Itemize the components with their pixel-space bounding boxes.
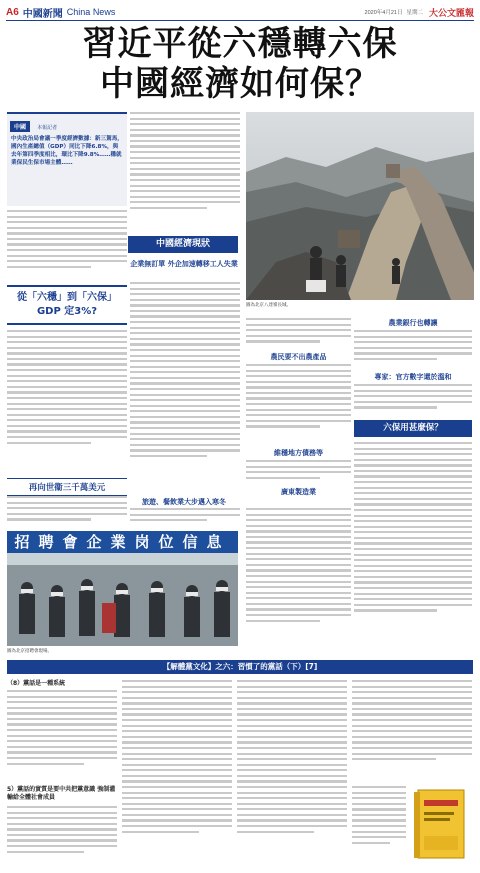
paper-logo: 大公文匯報 — [428, 7, 474, 18]
body-text-far-right-c — [354, 442, 472, 648]
body-text-mid-top — [130, 112, 240, 232]
bottom-text-col-4b — [352, 786, 406, 866]
body-text-left-mid — [7, 330, 127, 470]
section-english-name: China News — [66, 7, 116, 17]
bottom-text-col-1b — [7, 806, 117, 866]
header-meta — [361, 6, 474, 19]
page-header — [6, 4, 474, 21]
summary-label: 中國 — [10, 121, 30, 132]
section-banner-economy-status: 中國經濟現狀 — [128, 236, 238, 253]
bottom-text-col-4 — [352, 680, 472, 784]
body-text-right-d — [246, 508, 351, 648]
section-name: 中國新聞 — [22, 8, 63, 20]
section-banner-six-guarantees: 六保用甚麼保？ — [354, 420, 472, 437]
body-text-left-bottom — [7, 496, 127, 526]
subhead-farm-products: 農民要不出農產品 — [270, 353, 327, 361]
pull-quote: 從「六穩」到「六保」GDP 定3%? — [7, 285, 127, 325]
body-text-mid-mid — [130, 282, 240, 492]
section-code: A6 — [6, 6, 19, 18]
subhead-left-who: 再向世衞三千萬美元 — [7, 478, 127, 496]
bottom-text-col-1a — [7, 690, 117, 780]
job-fair-photo — [7, 531, 238, 646]
job-fair-crowd-illustration — [7, 553, 238, 646]
bottom-text-col-3 — [237, 680, 347, 866]
subhead-local-debt: 維穩地方債務等 — [274, 449, 323, 457]
subhead-guangdong: 廣東製造業 — [281, 488, 316, 496]
bottom-series-title: 【解體黨文化】之六：習慣了的黨話（下）[7] — [162, 662, 318, 671]
body-text-mid-bottom — [130, 508, 240, 528]
subhead-agri-bank: 農業銀行也轉讓 — [388, 319, 438, 327]
headline-line-2: 中國經濟如何保？ — [100, 64, 380, 104]
job-fair-caption: 圖為北京招聘會現場。 — [7, 648, 52, 653]
issue-weekday: 星期二 — [406, 10, 423, 16]
body-text-right-b — [246, 364, 351, 444]
subhead-tourism: 旅遊、餐飲業大步邁入寒冬 — [142, 498, 226, 506]
subhead-expert-official-numbers: 專家：官方數字還於溫和 — [374, 373, 452, 381]
main-photo-caption: 圖為北京八達嶺長城。 — [246, 302, 291, 307]
body-text-right-a — [246, 318, 351, 348]
bottom-subhead-2: 5）黨話的實質是要中共把黨意識 強制灌輸給全體社會成員 — [7, 786, 116, 801]
book-illustration — [410, 786, 472, 862]
headline-line-1: 習近平從六穩轉六保 — [82, 24, 398, 64]
book-cover-image — [410, 786, 472, 862]
summary-box — [7, 112, 127, 206]
body-text-far-right-a — [354, 330, 472, 370]
bottom-series-banner — [7, 660, 473, 674]
body-text-left-top — [7, 210, 127, 282]
body-text-far-right-b — [354, 384, 472, 416]
body-text-right-c — [246, 460, 351, 484]
main-photo-great-wall — [246, 112, 474, 300]
subhead-enterprise: 企業無訂單 外企加速轉移工人失業 — [130, 260, 238, 268]
bottom-subhead-1: （8）黨話是一種系統 — [7, 680, 66, 687]
issue-date: 2020年4月21日 — [364, 10, 403, 16]
great-wall-illustration — [246, 112, 474, 300]
summary-text: 中央政治局會議一季度經濟數據：新三駕馬，國內生產總值（GDP）同比下降6.8%，與去年第四季度相比，環比下降9.8%……穩就業保民生保市場主體…… — [11, 136, 123, 166]
job-fair-sign: 招聘會企業岗位信息 — [7, 531, 238, 553]
bottom-text-col-2 — [122, 680, 232, 866]
summary-byline: 本報記者 — [37, 125, 58, 131]
